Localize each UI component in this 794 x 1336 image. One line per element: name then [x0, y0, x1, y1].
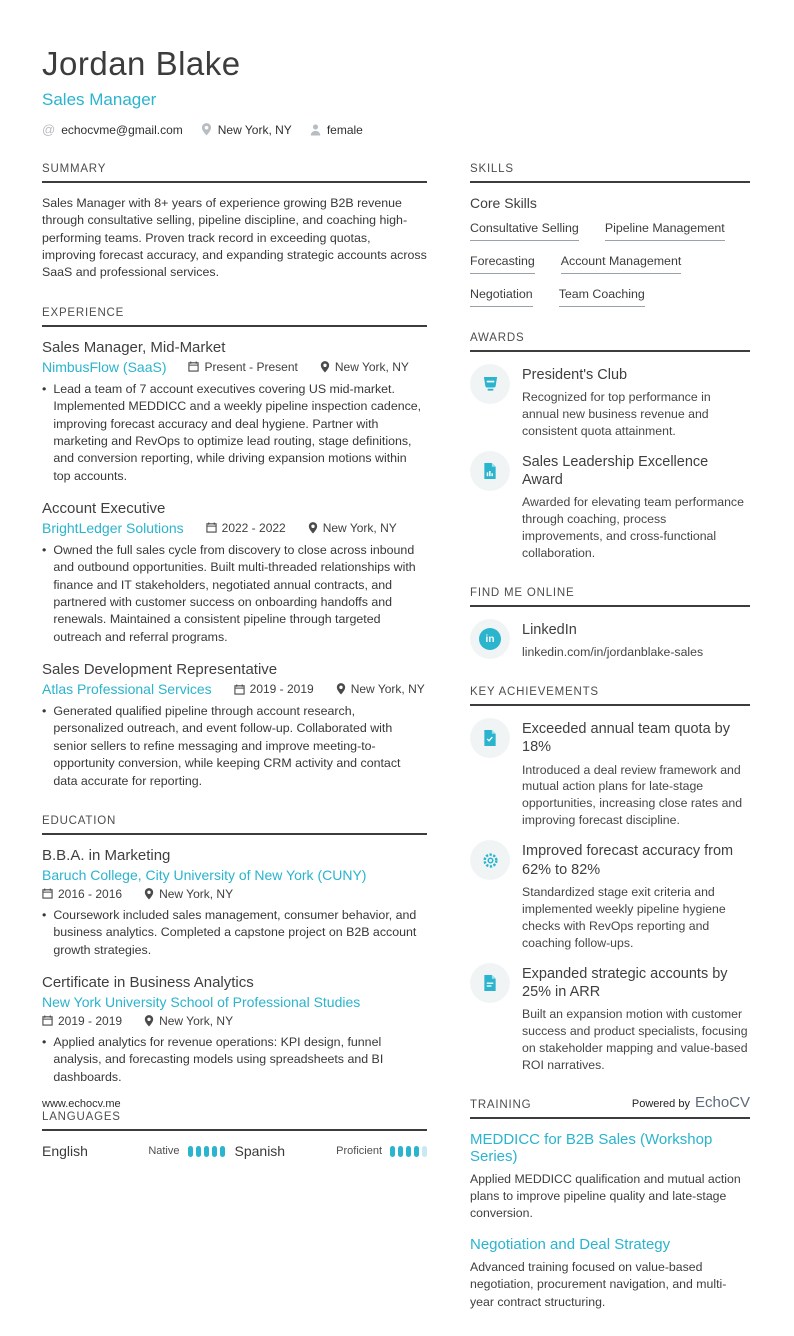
education-dates-text: 2019 - 2019: [58, 1013, 123, 1028]
online-profile-label: LinkedIn: [522, 622, 577, 639]
columns: [42, 163, 750, 1336]
experience-location: [320, 360, 409, 374]
achievement-item: [470, 840, 750, 951]
training-item: [470, 1131, 750, 1223]
education-location-text: New York, NY: [159, 886, 234, 901]
section-awards: [470, 332, 750, 562]
find-me-online-heading: FIND ME ONLINE: [470, 587, 750, 607]
achievement-title: Improved forecast accuracy from 62% to 82%: [522, 843, 734, 878]
experience-item: [42, 661, 427, 790]
calendar-icon: [206, 522, 217, 533]
education-bullet-text: Coursework included sales management, consumer behavior, and business analytics. Completed a capstone project on B2B account growth strategies.: [53, 907, 417, 957]
contact-gender: [310, 123, 363, 137]
experience-location-text: New York, NY: [322, 520, 397, 535]
calendar-icon: [188, 361, 199, 372]
section-summary: [42, 163, 427, 282]
section-education: [42, 815, 427, 1086]
experience-dates: [188, 360, 297, 374]
award-description: Awarded for elevating team performance through coaching, process improvements, and cross-functional collaboration.: [522, 495, 744, 561]
location-pin-icon: [201, 123, 212, 136]
skill-item: Consultative Selling: [470, 221, 579, 241]
experience-dates: [206, 521, 286, 535]
document-icon: [470, 963, 510, 1003]
education-heading: EDUCATION: [42, 815, 427, 835]
achievement-title: Expanded strategic accounts by 25% in ARR: [522, 965, 728, 1000]
gear-icon: [470, 840, 510, 880]
calendar-icon: [42, 888, 53, 899]
award-item: [470, 451, 750, 562]
skill-item: Team Coaching: [559, 287, 645, 307]
training-title: Negotiation and Deal Strategy: [470, 1236, 671, 1254]
level-dot: [188, 1146, 193, 1157]
language-level-dots: [390, 1146, 427, 1157]
person-name: Jordan Blake: [42, 45, 241, 82]
education-degree: Certificate in Business Analytics: [42, 973, 254, 991]
person-icon: [310, 124, 321, 136]
training-heading: TRAINING: [470, 1099, 750, 1119]
awards-heading: AWARDS: [470, 332, 750, 352]
experience-company: Atlas Professional Services: [42, 681, 212, 698]
bullet-marker: •: [42, 542, 47, 557]
level-dot: [422, 1146, 427, 1157]
calendar-icon: [42, 1015, 53, 1026]
key-achievements-heading: KEY ACHIEVEMENTS: [470, 686, 750, 706]
contact-gender-text: female: [326, 122, 363, 137]
skill-item: Pipeline Management: [605, 221, 725, 241]
experience-company: NimbusFlow (SaaS): [42, 358, 167, 375]
experience-dates-text: 2019 - 2019: [249, 682, 314, 697]
skills-group-title: Core Skills: [470, 195, 537, 211]
education-item: [42, 847, 427, 959]
experience-bullet-text: Owned the full sales cycle from discovery to close across inbound and outbound opportunities. Built multi-threaded relationships with finance and IT stakeholders, negotiated annual contracts, and partnered with customer success on onboarding handoffs and renewals. Maintained a consistent pipeline through targeted outreach and referral programs.: [53, 542, 416, 644]
level-dot: [414, 1146, 419, 1157]
language-level: Proficient: [336, 1145, 382, 1158]
bullet-marker: •: [42, 704, 47, 719]
level-dot: [196, 1146, 201, 1157]
education-degree: B.B.A. in Marketing: [42, 846, 171, 864]
section-skills: [470, 163, 750, 307]
language-item: [235, 1143, 428, 1159]
experience-heading: EXPERIENCE: [42, 307, 427, 327]
experience-dates-text: Present - Present: [204, 359, 298, 374]
education-location: [144, 1014, 233, 1028]
award-title: Sales Leadership Excellence Award: [522, 454, 709, 489]
contact-location: [201, 123, 292, 137]
bullet-marker: •: [42, 907, 47, 922]
experience-location: [336, 682, 425, 696]
footer-brand-name: EchoCV: [694, 1094, 750, 1111]
experience-job-title: Sales Manager, Mid-Market: [42, 338, 226, 356]
education-school: Baruch College, City University of New York (CUNY): [42, 866, 367, 883]
training-description: Applied MEDDICC qualification and mutual action plans to improve pipeline quality and late-stage conversion.: [470, 1171, 741, 1221]
skill-item: Negotiation: [470, 287, 533, 307]
section-key-achievements: [470, 686, 750, 1073]
summary-text: Sales Manager with 8+ years of experience growing B2B revenue through consultative selling, pipeline discipline, and coaching high-performing teams. Proven track record in exceeding quotas, improving forecast accuracy, and expanding strategic accounts across SaaS and professional services.: [42, 196, 427, 280]
section-find-me-online: [470, 587, 750, 661]
linkedin-icon: in: [470, 619, 510, 659]
language-level: Native: [148, 1145, 180, 1158]
skills-list: [470, 221, 750, 307]
location-pin-icon: [336, 683, 346, 695]
document-check-icon: [470, 718, 510, 758]
experience-job-title: Account Executive: [42, 499, 166, 517]
experience-company: BrightLedger Solutions: [42, 519, 184, 536]
language-name: Spanish: [234, 1143, 286, 1160]
education-bullet-text: Applied analytics for revenue operations: KPI design, funnel analysis, and forecasting models using spreadsheets and BI dashboards.: [53, 1034, 384, 1084]
contact-location-text: New York, NY: [217, 122, 292, 137]
languages-row: [42, 1143, 427, 1159]
training-item: [470, 1236, 750, 1311]
footer: [42, 1094, 750, 1111]
award-description: Recognized for top performance in annual new business revenue and consistent quota attainment.: [522, 390, 711, 439]
experience-location-text: New York, NY: [334, 359, 409, 374]
skills-heading: SKILLS: [470, 163, 750, 183]
education-location-text: New York, NY: [159, 1013, 234, 1028]
location-pin-icon: [320, 361, 330, 373]
online-profile-item: [470, 619, 750, 661]
experience-bullet-text: Generated qualified pipeline through account research, personalized outreach, and event follow-up. Collaborated with senior sellers to refine messaging and improve meeting-to-opportunity conversion, while keeping CRM activity and contact data accurate for reporting.: [53, 704, 401, 788]
location-pin-icon: [308, 522, 318, 534]
skill-item: Forecasting: [470, 254, 535, 274]
location-pin-icon: [144, 1015, 154, 1027]
education-location: [144, 887, 233, 901]
header: [42, 45, 750, 137]
achievement-title: Exceeded annual team quota by 18%: [522, 721, 730, 756]
level-dot: [390, 1146, 395, 1157]
summary-heading: SUMMARY: [42, 163, 427, 183]
level-dot: [212, 1146, 217, 1157]
experience-bullet-text: Lead a team of 7 account executives covering US mid-market. Implemented MEDDICC and a weekly pipeline inspection cadence, improving forecast accuracy and deal hygiene. Partner with marketing and RevOps to optimize lead routing, stage definitions, and conversion reporting, while driving expansion motions within top accounts.: [53, 381, 422, 483]
calendar-icon: [234, 684, 245, 695]
achievement-item: [470, 963, 750, 1074]
education-dates-text: 2016 - 2016: [58, 886, 123, 901]
education-dates: [42, 1014, 122, 1028]
experience-location: [308, 521, 397, 535]
award-title: President's Club: [522, 367, 628, 383]
footer-website-link[interactable]: www.echocv.me: [42, 1098, 121, 1110]
right-column: [470, 163, 750, 1336]
location-pin-icon: [144, 888, 154, 900]
online-profile-url[interactable]: linkedin.com/in/jordanblake-sales: [522, 645, 704, 660]
section-training: [470, 1099, 750, 1311]
contact-row: [42, 122, 750, 137]
achievement-item: [470, 718, 750, 829]
level-dot: [406, 1146, 411, 1157]
footer-powered-by-text: Powered by: [631, 1098, 690, 1110]
award-item: [470, 364, 750, 440]
education-item: [42, 974, 427, 1086]
level-dot: [204, 1146, 209, 1157]
experience-item: [42, 339, 427, 485]
experience-job-title: Sales Development Representative: [42, 661, 278, 679]
contact-email[interactable]: [42, 122, 183, 137]
experience-bullet: [42, 542, 427, 646]
section-languages: [42, 1111, 427, 1159]
experience-item: [42, 500, 427, 646]
level-dot: [398, 1146, 403, 1157]
education-bullet: [42, 907, 427, 959]
footer-branding: [632, 1094, 750, 1111]
training-title: MEDDICC for B2B Sales (Workshop Series): [470, 1130, 713, 1165]
left-column: [42, 163, 427, 1336]
achievement-description: Built an expansion motion with customer success and product specialists, focusing on stakeholder mapping and value-based ROI narratives.: [522, 1006, 748, 1072]
language-item: [42, 1143, 235, 1159]
bullet-marker: •: [42, 381, 47, 396]
email-at-icon: @: [42, 122, 56, 137]
section-experience: [42, 307, 427, 790]
education-dates: [42, 887, 122, 901]
trophy-icon: [470, 364, 510, 404]
experience-bullet: [42, 703, 427, 790]
languages-heading: LANGUAGES: [42, 1111, 427, 1131]
skill-item: Account Management: [561, 254, 682, 274]
experience-dates-text: 2022 - 2022: [221, 520, 286, 535]
training-description: Advanced training focused on value-based negotiation, procurement navigation, and multi-year contract structuring.: [470, 1260, 727, 1309]
achievement-description: Standardized stage exit criteria and implemented weekly pipeline hygiene checks with RevOps reporting and coaching follow-ups.: [522, 884, 726, 950]
education-school: New York University School of Professional Studies: [42, 993, 361, 1010]
person-job-title: Sales Manager: [42, 90, 157, 109]
document-chart-icon: [470, 451, 510, 491]
achievement-description: Introduced a deal review framework and mutual action plans for late-stage opportunities, increasing close rates and improving forecast discipline.: [522, 762, 743, 828]
contact-email-text[interactable]: echocvme@gmail.com: [61, 122, 183, 137]
language-name: English: [42, 1143, 88, 1160]
level-dot: [220, 1146, 225, 1157]
bullet-marker: •: [42, 1034, 47, 1049]
experience-dates: [234, 682, 314, 696]
experience-bullet: [42, 381, 427, 485]
education-bullet: [42, 1034, 427, 1086]
experience-location-text: New York, NY: [350, 682, 425, 697]
language-level-dots: [188, 1146, 225, 1157]
